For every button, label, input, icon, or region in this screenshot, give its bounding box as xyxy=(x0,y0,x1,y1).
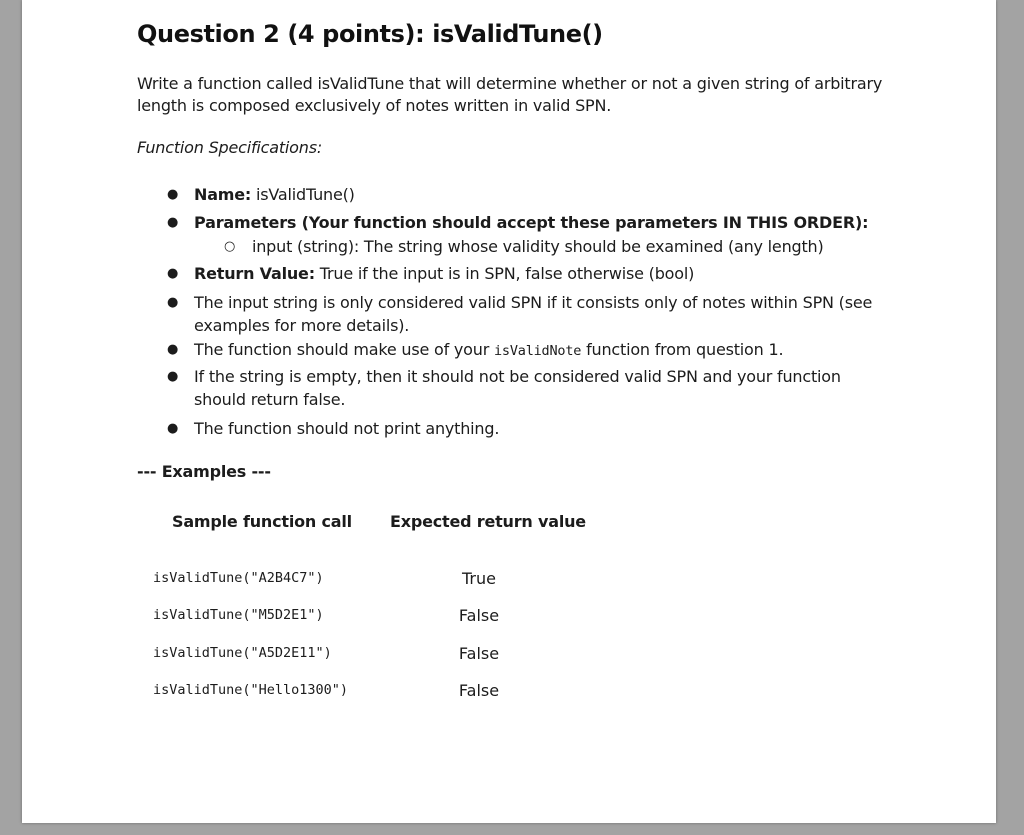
spec-empty-note: If the string is empty, then it should not be considered valid SPN and your function should return false. xyxy=(194,367,841,409)
bullet-icon: ● xyxy=(167,266,179,281)
specifications-heading: Function Specifications: xyxy=(137,138,323,157)
column-header-call: Sample function call xyxy=(172,512,352,531)
bullet-icon: ● xyxy=(167,295,179,310)
spec-use-after: function from question 1. xyxy=(581,340,784,359)
bullet-icon: ● xyxy=(167,215,179,230)
spec-return-value: True if the input is in SPN, false otherwise (bool) xyxy=(314,264,695,283)
example-return: False xyxy=(458,681,500,700)
question-title: Question 2 (4 points): isValidTune() xyxy=(137,20,603,48)
spec-item-parameters xyxy=(167,211,884,234)
spec-item-valid-spn xyxy=(167,291,884,337)
spec-no-print: The function should not print anything. xyxy=(194,419,500,438)
spec-subitem-input xyxy=(224,235,872,258)
spec-item-use-isvalidnote xyxy=(167,338,884,363)
document-page xyxy=(22,0,996,823)
spec-return-label: Return Value: xyxy=(194,264,315,283)
spec-item-no-print xyxy=(167,417,884,440)
spec-use-code: isValidNote xyxy=(493,343,582,359)
intro-paragraph: Write a function called isValidTune that will determine whether or not a given string of arbitrary length is composed exclusively of notes written in valid SPN. xyxy=(137,74,883,115)
example-call: isValidTune("Hello1300") xyxy=(153,682,349,698)
spec-name-label: Name: xyxy=(194,185,252,204)
spec-name-value: isValidTune() xyxy=(251,185,355,204)
spec-item-name xyxy=(167,183,884,206)
column-header-return: Expected return value xyxy=(390,512,586,531)
bullet-icon: ● xyxy=(167,369,179,384)
bullet-icon: ● xyxy=(167,421,179,436)
example-call: isValidTune("A5D2E11") xyxy=(153,645,332,661)
spec-use-before: The function should make use of your xyxy=(194,340,494,359)
bullet-icon: ● xyxy=(167,342,179,357)
hollow-bullet-icon: ○ xyxy=(224,239,236,254)
example-call: isValidTune("M5D2E1") xyxy=(153,607,324,623)
examples-heading: --- Examples --- xyxy=(137,462,271,481)
spec-item-empty-string xyxy=(167,365,884,411)
example-return: False xyxy=(458,644,500,663)
spec-parameters-label: Parameters (Your function should accept these parameters IN THIS ORDER): xyxy=(194,213,869,232)
spec-param-input: input (string): The string whose validity should be examined (any length) xyxy=(252,237,824,256)
spec-item-return xyxy=(167,262,884,285)
spec-valid-note: The input string is only considered valid SPN if it consists only of notes within SPN (see examples for more details). xyxy=(194,293,873,335)
example-return: False xyxy=(458,606,500,625)
example-return: True xyxy=(462,569,496,588)
example-call: isValidTune("A2B4C7") xyxy=(153,570,324,586)
bullet-icon: ● xyxy=(167,187,179,202)
